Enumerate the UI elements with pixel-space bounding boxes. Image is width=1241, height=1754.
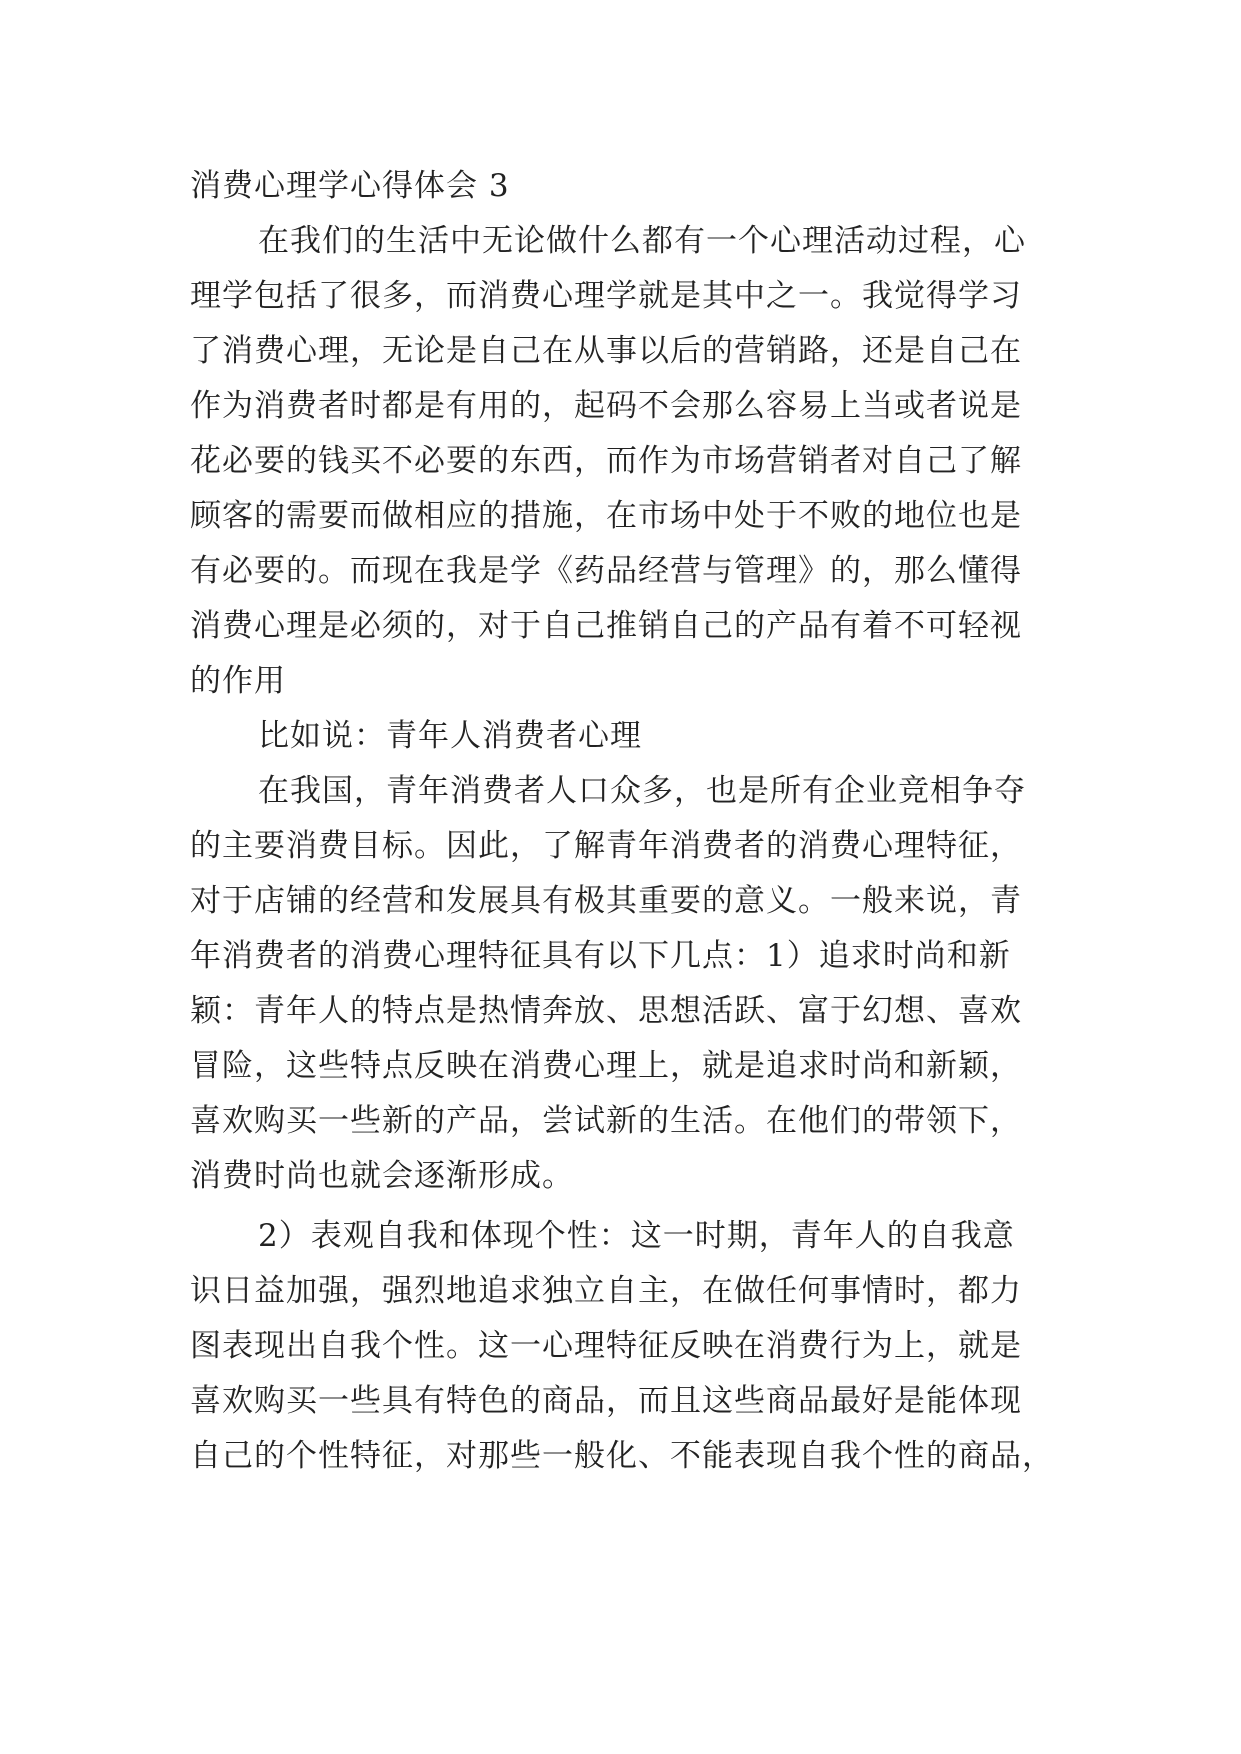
paragraph-line: 喜欢购买一些新的产品，尝试新的生活。在他们的带领下， bbox=[190, 1103, 1022, 1139]
paragraph-line: 消费时尚也就会逐渐形成。 bbox=[190, 1158, 574, 1194]
paragraph-line: 理学包括了很多，而消费心理学就是其中之一。我觉得学习 bbox=[190, 278, 1022, 314]
paragraph-line: 的主要消费目标。因此，了解青年消费者的消费心理特征， bbox=[190, 828, 1022, 864]
paragraph-line: 在我国，青年消费者人口众多，也是所有企业竞相争夺 bbox=[258, 773, 1026, 809]
paragraph-line: 作为消费者时都是有用的，起码不会那么容易上当或者说是 bbox=[190, 388, 1022, 424]
paragraph-line: 识日益加强，强烈地追求独立自主，在做任何事情时，都力 bbox=[190, 1273, 1022, 1309]
paragraph-line: 消费心理是必须的，对于自己推销自己的产品有着不可轻视 bbox=[190, 608, 1022, 644]
paragraph-line: 年消费者的消费心理特征具有以下几点：1）追求时尚和新 bbox=[190, 938, 1011, 974]
paragraph-line: 比如说：青年人消费者心理 bbox=[258, 718, 642, 754]
paragraph-line: 了消费心理，无论是自己在从事以后的营销路，还是自己在 bbox=[190, 333, 1022, 369]
paragraph-line: 有必要的。而现在我是学《药品经营与管理》的，那么懂得 bbox=[190, 553, 1022, 589]
paragraph-line: 颖：青年人的特点是热情奔放、思想活跃、富于幻想、喜欢 bbox=[190, 993, 1022, 1029]
paragraph-line: 对于店铺的经营和发展具有极其重要的意义。一般来说，青 bbox=[190, 883, 1022, 919]
paragraph-line: 冒险，这些特点反映在消费心理上，就是追求时尚和新颖， bbox=[190, 1048, 1022, 1084]
paragraph-line: 在我们的生活中无论做什么都有一个心理活动过程，心 bbox=[258, 223, 1026, 259]
paragraph-line: 的作用 bbox=[190, 663, 286, 699]
document-title: 消费心理学心得体会 3 bbox=[190, 168, 510, 204]
paragraph-line: 自己的个性特征，对那些一般化、不能表现自我个性的商品， bbox=[190, 1438, 1054, 1474]
paragraph-line: 花必要的钱买不必要的东西，而作为市场营销者对自己了解 bbox=[190, 443, 1022, 479]
paragraph-line: 顾客的需要而做相应的措施，在市场中处于不败的地位也是 bbox=[190, 498, 1022, 534]
paragraph-line: 2）表观自我和体现个性：这一时期，青年人的自我意 bbox=[258, 1218, 1015, 1254]
paragraph-line: 图表现出自我个性。这一心理特征反映在消费行为上，就是 bbox=[190, 1328, 1022, 1364]
paragraph-line: 喜欢购买一些具有特色的商品，而且这些商品最好是能体现 bbox=[190, 1383, 1022, 1419]
